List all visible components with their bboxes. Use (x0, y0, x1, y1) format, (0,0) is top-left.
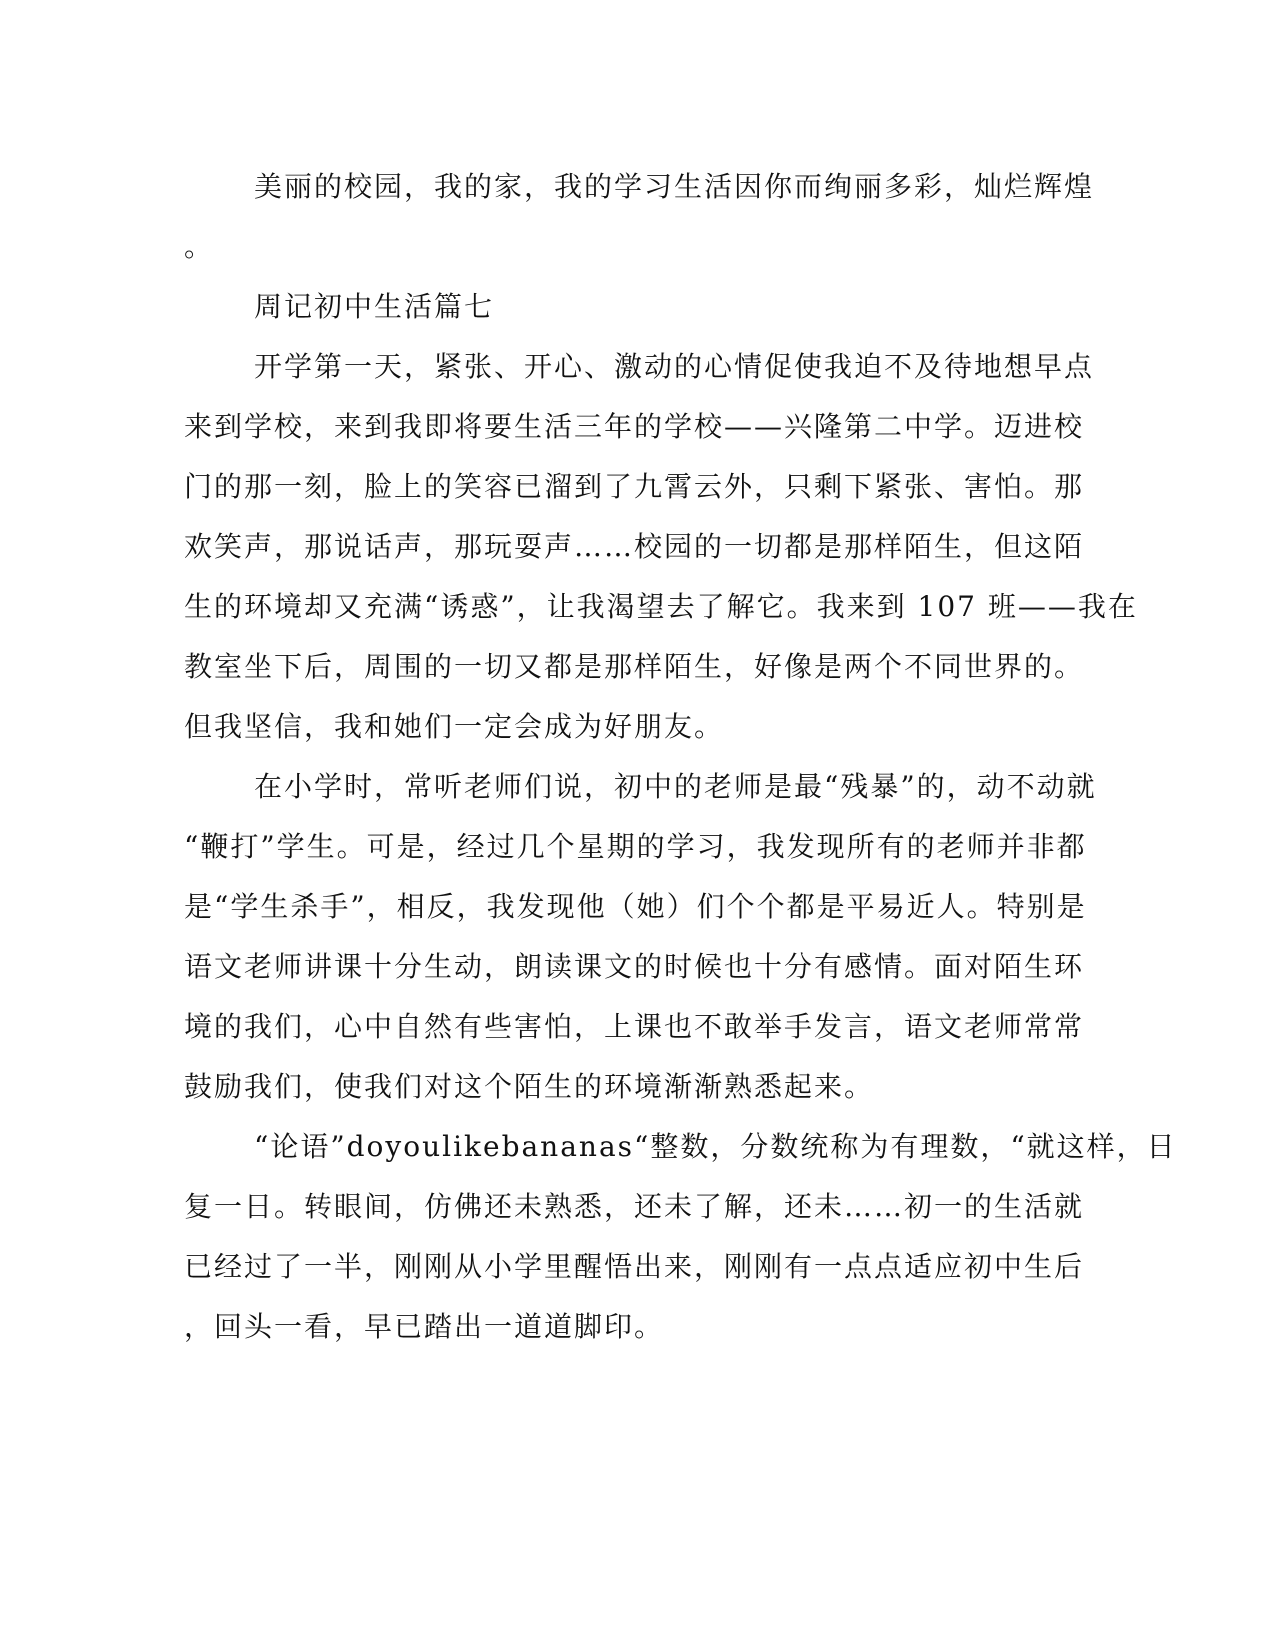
text-line: 欢笑声，那说话声，那玩耍声……校园的一切都是那样陌生，但这陌 (184, 530, 1085, 563)
text-line: 门的那一刻，脸上的笑容已溜到了九霄云外，只剩下紧张、害怕。那 (184, 470, 1085, 503)
text-line: ，回头一看，早已踏出一道道脚印。 (184, 1310, 665, 1343)
text-line: 美丽的校园，我的家，我的学习生活因你而绚丽多彩，灿烂辉煌 (254, 170, 1095, 203)
text-line: “鞭打”学生。可是，经过几个星期的学习，我发现所有的老师并非都 (184, 830, 1087, 863)
text-line: 来到学校，来到我即将要生活三年的学校——兴隆第二中学。迈进校 (184, 410, 1085, 443)
text-line: 复一日。转眼间，仿佛还未熟悉，还未了解，还未……初一的生活就 (184, 1190, 1085, 1223)
text-line: 生的环境却又充满“诱惑”，让我渴望去了解它。我来到 107 班——我在 (184, 590, 1138, 623)
text-line: 鼓励我们，使我们对这个陌生的环境渐渐熟悉起来。 (184, 1070, 875, 1103)
text-line: 开学第一天，紧张、开心、激动的心情促使我迫不及待地想早点 (254, 350, 1095, 383)
text-line: 在小学时，常听老师们说，初中的老师是最“残暴”的，动不动就 (254, 770, 1097, 803)
document-body (184, 157, 1177, 1357)
text-line: 境的我们，心中自然有些害怕，上课也不敢举手发言，语文老师常常 (184, 1010, 1085, 1043)
text-line: 是“学生杀手”，相反，我发现他（她）们个个都是平易近人。特别是 (184, 890, 1087, 923)
text-line: 语文老师讲课十分生动，朗读课文的时候也十分有感情。面对陌生环 (184, 950, 1085, 983)
section-heading: 周记初中生活篇七 (254, 290, 495, 323)
text-line: 但我坚信，我和她们一定会成为好朋友。 (184, 710, 725, 743)
text-line: 已经过了一半，刚刚从小学里醒悟出来，刚刚有一点点适应初中生后 (184, 1250, 1085, 1283)
text-line: “论语”doyoulikebananas“整数，分数统称为有理数，“就这样，日 (254, 1130, 1177, 1163)
text-line: 教室坐下后，周围的一切又都是那样陌生，好像是两个不同世界的。 (184, 650, 1085, 683)
text-line: 。 (184, 230, 215, 263)
